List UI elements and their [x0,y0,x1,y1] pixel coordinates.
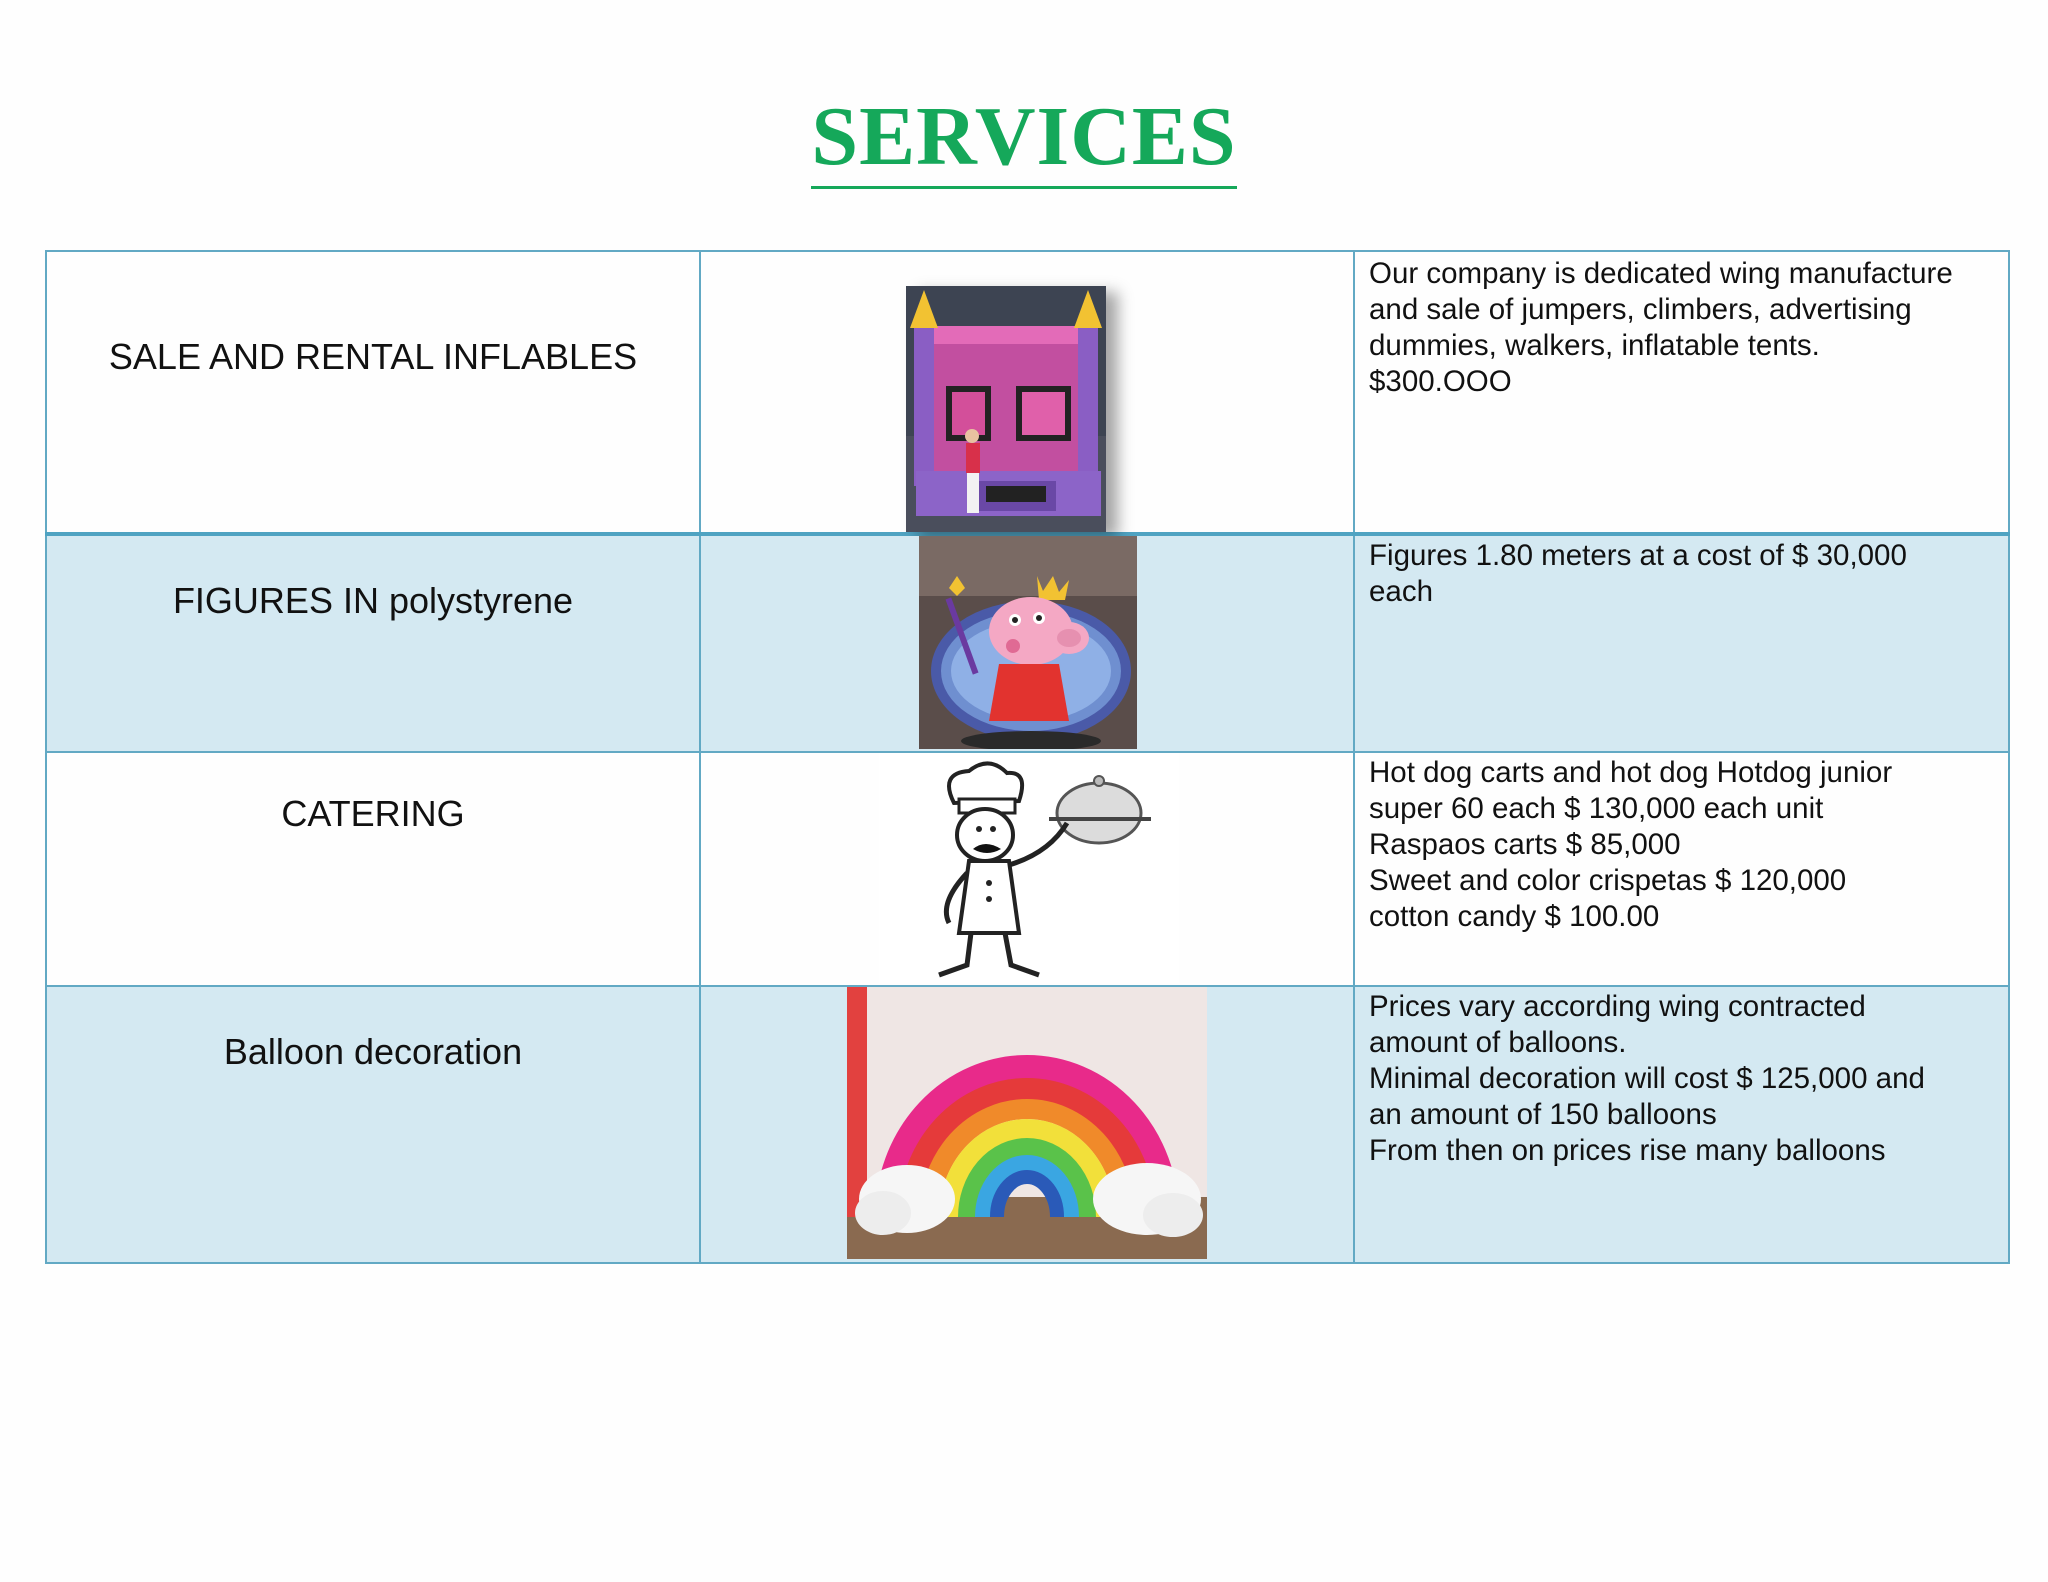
service-description-cell [1354,534,2009,752]
description-line: $300.OOO [1369,365,1512,398]
service-description [1355,987,2008,1169]
description-line: each [1369,575,1433,608]
table-row [46,251,2009,534]
description-line: Figures 1.80 meters at a cost of $ 30,000 [1369,539,1907,572]
chef-cartoon-image [879,753,1179,983]
description-line: amount of balloons. [1369,1026,1627,1059]
service-image-cell [700,534,1354,752]
service-description [1355,753,2008,935]
description-line: and sale of jumpers, climbers, advertising [1369,293,1912,326]
description-line: Hot dog carts and hot dog Hotdog junior [1369,756,1893,789]
description-line: Prices vary according wing contracted [1369,990,1866,1023]
service-image-cell [700,986,1354,1263]
service-description-cell [1354,986,2009,1263]
page-title: SERVICES [0,88,2048,189]
description-line: Raspaos carts $ 85,000 [1369,828,1681,861]
service-name-cell [46,986,700,1263]
description-line: cotton candy $ 100.00 [1369,900,1660,933]
table-row [46,752,2009,986]
polystyrene-pig-figure-image [919,536,1137,749]
description-line: super 60 each $ 130,000 each unit [1369,792,1824,825]
description-line: Our company is dedicated wing manufacture [1369,257,1953,290]
services-table [45,250,2010,1264]
service-name: CATERING [281,793,465,834]
service-name: Balloon decoration [223,1031,523,1072]
service-description-cell [1354,251,2009,534]
service-name: FIGURES IN polystyrene [172,580,574,621]
description-line: dummies, walkers, inflatable tents. [1369,329,1820,362]
service-description [1355,536,2008,610]
service-name-cell [46,251,700,534]
service-description [1355,252,2008,400]
balloon-rainbow-arch-image [847,987,1207,1259]
service-description-cell [1354,752,2009,986]
table-row [46,986,2009,1263]
service-name: SALE AND RENTAL INFLABLES [108,336,638,377]
service-name-cell [46,534,700,752]
inflatable-bounce-house-image [906,286,1106,532]
service-image-cell [700,251,1354,534]
description-line: From then on prices rise many balloons [1369,1134,1886,1167]
description-line: an amount of 150 balloons [1369,1098,1717,1131]
description-line: Minimal decoration will cost $ 125,000 and [1369,1062,1925,1095]
service-image-cell [700,752,1354,986]
service-name-cell [46,752,700,986]
table-row [46,534,2009,752]
description-line: Sweet and color crispetas $ 120,000 [1369,864,1847,897]
